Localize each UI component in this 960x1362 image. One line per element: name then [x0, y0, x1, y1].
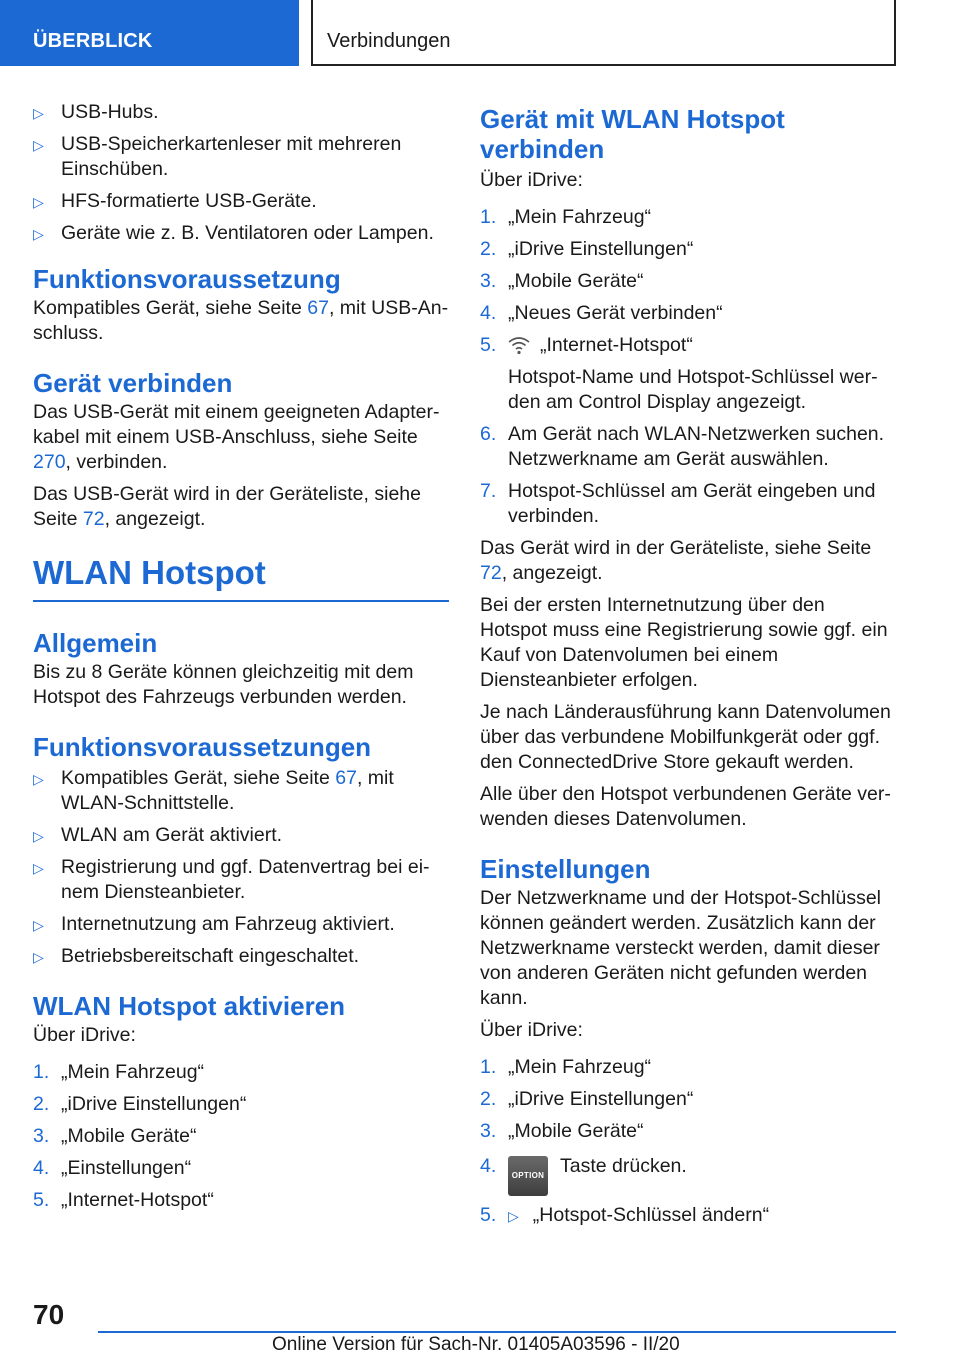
- step-item: 1. „Mein Fahrzeug“: [480, 206, 652, 228]
- bullet-triangle-icon: ▷: [33, 949, 44, 965]
- step-item: 4. „Einstellungen“: [33, 1157, 192, 1179]
- paragraph: Je nach Länderausführung kann Datenvolumen über das verbundene Mobilfunkgerät oder ggf. den ConnectedDrive Store gekauft werden.: [480, 701, 891, 773]
- step-subtext: Netzwerkname am Gerät auswählen.: [508, 448, 829, 470]
- paragraph: Das Gerät wird in der Geräteliste, siehe Seite 72, angezeigt.: [480, 537, 872, 584]
- page-link[interactable]: 72: [82, 508, 105, 530]
- step-item: 1. „Mein Fahrzeug“: [480, 1056, 652, 1078]
- paragraph: Das USB-Gerät wird in der Geräteliste, siehe Seite 72, angezeigt.: [33, 483, 421, 530]
- bullet-triangle-icon: ▷: [33, 194, 44, 210]
- connect-steps: [480, 205, 896, 529]
- step-item: 5. „Internet-Hotspot“ Hotspot-Name und Hotspot-Schlüssel werden am Control Display angezeigt.: [480, 333, 896, 415]
- step-item: 2. „iDrive Einstellungen“: [33, 1093, 247, 1115]
- option-button-icon: OPTION: [508, 1156, 548, 1196]
- list-item: ▷ Internetnutzung am Fahrzeug aktiviert.: [33, 912, 449, 937]
- paragraph: Bis zu 8 Geräte können gleichzeitig mit dem Hotspot des Fahrzeugs verbunden werden.: [33, 661, 414, 708]
- page-link[interactable]: 67: [335, 767, 357, 789]
- step-item: 4. OPTION Taste drücken.: [480, 1154, 896, 1196]
- paragraph: Alle über den Hotspot verbundenen Geräte verwenden dieses Datenvolumen.: [480, 783, 891, 830]
- step-item: 5. „Internet-Hotspot“: [33, 1189, 214, 1211]
- section-rule: [33, 600, 449, 602]
- step-item: 3. „Mobile Geräte“: [33, 1125, 197, 1147]
- section-label: ÜBERBLICK: [33, 30, 153, 52]
- wifi-icon: [508, 335, 530, 355]
- usb-exclusions-list: [33, 100, 449, 246]
- paragraph: Über iDrive:: [480, 169, 583, 191]
- list-item: ▷ USB-Speicherkartenleser mit mehreren Einschüben.: [33, 133, 402, 180]
- right-column: [480, 100, 896, 1236]
- bullet-triangle-icon: ▷: [33, 828, 44, 844]
- page-link[interactable]: 67: [307, 297, 329, 319]
- footer-rule: [98, 1331, 896, 1333]
- step-item: 5. ▷ „Hotspot-Schlüssel ändern“: [480, 1204, 770, 1226]
- step-item: 2. „iDrive Einstellungen“: [480, 1088, 694, 1110]
- list-item: ▷ WLAN am Gerät aktiviert.: [33, 823, 449, 848]
- heading-allgemein: Allgemein: [33, 628, 158, 658]
- left-column: [33, 100, 449, 1220]
- step-item: 7. Hotspot-Schlüssel am Gerät eingeben und verbinden.: [480, 480, 876, 527]
- settings-steps: [480, 1055, 896, 1229]
- page-link[interactable]: 270: [33, 451, 66, 473]
- page-link[interactable]: 72: [480, 562, 502, 584]
- bullet-triangle-icon: ▷: [33, 860, 44, 876]
- page-header: [0, 0, 960, 66]
- heading-funktionsvoraussetzung: Funktionsvoraussetzung: [33, 264, 341, 294]
- step-item: 2. „iDrive Einstellungen“: [480, 238, 694, 260]
- list-item: ▷ USB-Hubs.: [33, 100, 449, 125]
- step-item: 3. „Mobile Geräte“: [480, 270, 644, 292]
- paragraph: Der Netzwerkname und der Hotspot-Schlüssel können geändert werden. Zusätzlich kann der Netzwerkname versteckt werden, damit dieser von anderen Geräten nicht gefunden werden kann.: [480, 887, 882, 1009]
- heading-wlan-hotspot: WLAN Hotspot: [33, 554, 266, 591]
- chapter-label: Verbindungen: [327, 30, 451, 52]
- list-item: ▷ Kompatibles Gerät, siehe Seite 67, mit WLAN-Schnittstelle.: [33, 767, 394, 814]
- heading-einstellungen: Einstellungen: [480, 854, 651, 884]
- paragraph: Das USB-Gerät mit einem geeigneten Adapterkabel mit einem USB-Anschluss, siehe Seite 270, verbinden.: [33, 401, 440, 473]
- paragraph: Kompatibles Gerät, siehe Seite 67, mit USB-Anschluss.: [33, 297, 449, 344]
- bullet-triangle-icon: ▷: [508, 1208, 519, 1224]
- list-item: ▷ Geräte wie z. B. Ventilatoren oder Lampen.: [33, 221, 449, 246]
- step-item: 1. „Mein Fahrzeug“: [33, 1061, 205, 1083]
- heading-wlan-hotspot-aktivieren: WLAN Hotspot aktivieren: [33, 991, 346, 1021]
- bullet-triangle-icon: ▷: [33, 917, 44, 933]
- heading-geraet-mit-wlan-hotspot-verbinden: Gerät mit WLAN Hotspot verbinden: [480, 104, 785, 164]
- section-tab: [0, 0, 299, 66]
- step-item: 6. Am Gerät nach WLAN-Netzwerken suchen. Netzwerkname am Gerät auswählen.: [480, 422, 896, 472]
- bullet-triangle-icon: ▷: [33, 137, 44, 153]
- paragraph: Bei der ersten Internetnutzung über den Hotspot muss eine Registrierung sowie ggf. ein Kauf von Datenvolumen bei einem Diensteanbieter erfolgen.: [480, 594, 888, 691]
- activation-steps: [33, 1060, 449, 1213]
- list-item: ▷ Registrierung und ggf. Datenvertrag bei einem Diensteanbieter.: [33, 856, 430, 903]
- list-item: ▷ HFS-formatierte USB-Geräte.: [33, 189, 449, 214]
- requirements-list: [33, 766, 449, 969]
- step-subtext: Hotspot-Name und Hotspot-Schlüssel werden am Control Display angezeigt.: [508, 366, 878, 413]
- step-item: 3. „Mobile Geräte“: [480, 1120, 644, 1142]
- footer-text: Online Version für Sach-Nr. 01405A03596 - II/20: [272, 1334, 680, 1355]
- bullet-triangle-icon: ▷: [33, 226, 44, 242]
- paragraph: Über iDrive:: [480, 1019, 583, 1041]
- step-item: 4. „Neues Gerät verbinden“: [480, 302, 723, 324]
- bullet-triangle-icon: ▷: [33, 771, 44, 787]
- bullet-triangle-icon: ▷: [33, 105, 44, 121]
- heading-geraet-verbinden: Gerät verbinden: [33, 368, 233, 398]
- heading-funktionsvoraussetzungen: Funktionsvoraussetzungen: [33, 732, 372, 762]
- page-number: 70: [33, 1299, 65, 1330]
- paragraph: Über iDrive:: [33, 1024, 136, 1046]
- list-item: ▷ Betriebsbereitschaft eingeschaltet.: [33, 944, 449, 969]
- chapter-frame: [311, 0, 896, 66]
